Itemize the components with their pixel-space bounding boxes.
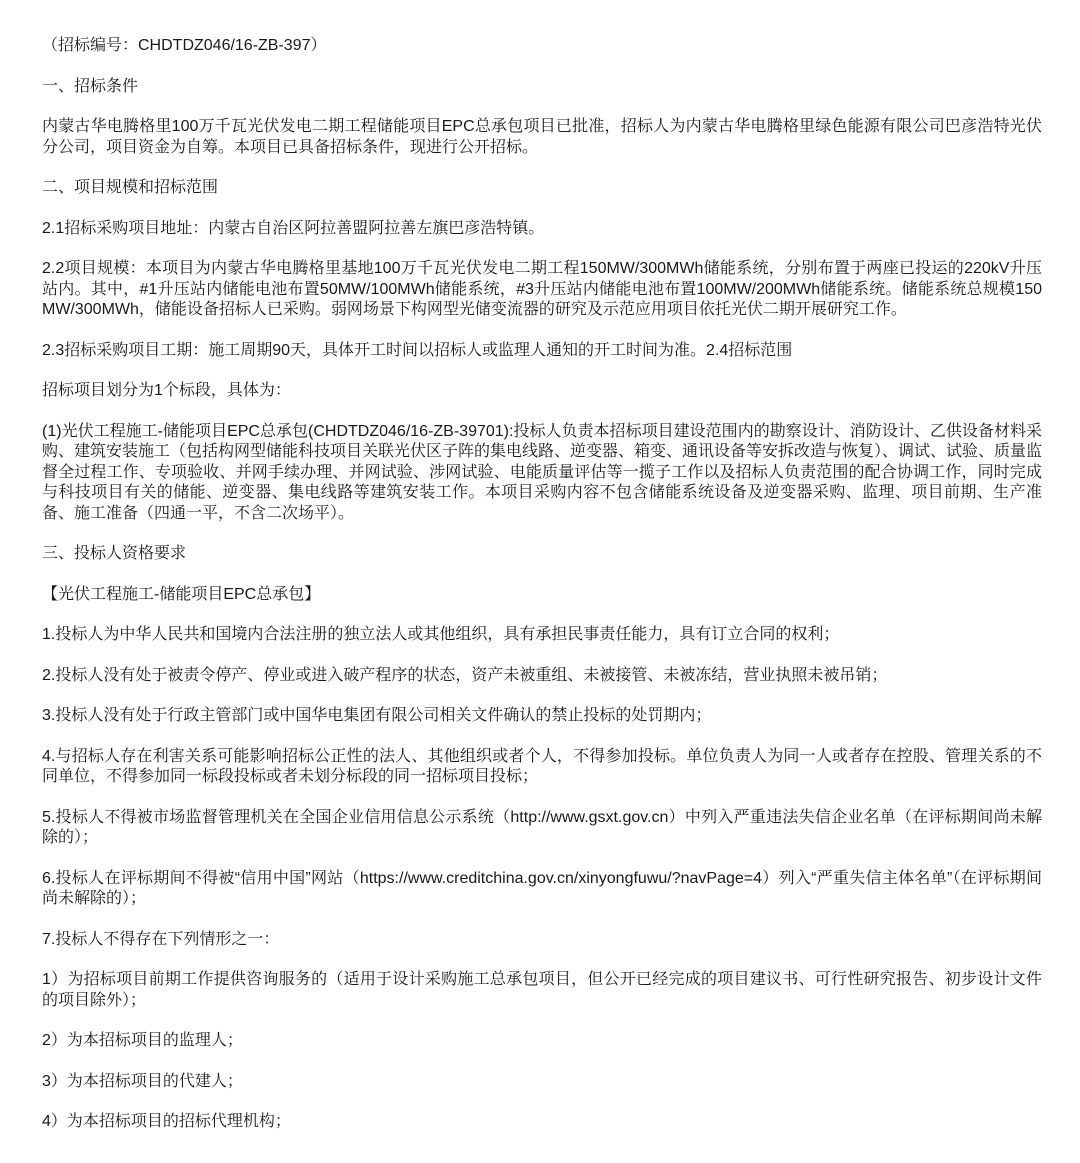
item-2-2: 2.2项目规模：本项目为内蒙古华电腾格里基地100万千瓦光伏发电二期工程150MW/300MWh储能系统，分别布置于两座已投运的220kV升压站内。其中，#1升压站内储能电池布置50MW/100MWh储能系统，#3升压站内储能电池布置100MW/200MWh储能系统。储能系统总规模150MW/300MWh，储能设备招标人已采购。弱网场景下构网型光储变流器的研究及示范应用项目依托光伏二期开展研究工作。 — [42, 260, 1042, 318]
lot-1: (1)光伏工程施工-储能项目EPC总承包(CHDTDZ046/16-ZB-39701):投标人负责本招标项目建设范围内的勘察设计、消防设计、乙供设备材料采购、建筑安装施工（包括构网型储能科技项目关联光伏区子阵的集电线路、逆变器、箱变、通讯设备等安拆改造与恢复）、调试、试验、质量监督全过程工作、专项验收、并网手续办理、并网试验、涉网试验、电能质量评估等一揽子工作以及招标人负责范围的配合协调工作，同时完成与科技项目有关的储能、逆变器、集电线路等建筑安装工作。本项目采购内容不包含储能系统设备及逆变器采购、监理、项目前期、生产准备、施工准备（四通一平，不含二次场平）。 — [42, 422, 1043, 522]
tender-document — [42, 36, 1042, 1153]
item-2-1: 2.1招标采购项目地址：内蒙古自治区阿拉善盟阿拉善左旗巴彦浩特镇。 — [42, 219, 545, 237]
requirement-7-1: 1）为招标项目前期工作提供咨询服务的（适用于设计采购施工总承包项目，但公开已经完成的项目建议书、可行性研究报告、初步设计文件的项目除外）； — [42, 971, 1042, 1009]
lot-intro: 招标项目划分为1个标段，具体为： — [42, 382, 291, 399]
section-1-body: 内蒙古华电腾格里100万千瓦光伏发电二期工程储能项目EPC总承包项目已批准，招标人为内蒙古华电腾格里绿色能源有限公司巴彦浩特光伏分公司，项目资金为自筹。本项目已具备招标条件，现进行公开招标。 — [42, 118, 1042, 156]
requirement-7-3: 3）为本招标项目的代建人； — [42, 1072, 243, 1090]
requirement-7-4: 4）为本招标项目的招标代理机构； — [42, 1113, 291, 1130]
requirement-7-2: 2）为本招标项目的监理人； — [42, 1032, 243, 1049]
requirement-5: 5.投标人不得被市场监督管理机关在全国企业信用信息公示系统（http://www.gsxt.gov.cn）中列入严重违法失信企业名单（在评标期间尚未解除的）； — [42, 808, 1042, 846]
section-1-heading: 一、招标条件 — [42, 77, 139, 95]
requirement-3: 3.投标人没有处于行政主管部门或中国华电集团有限公司相关文件确认的禁止投标的处罚期内； — [42, 707, 712, 724]
requirement-1: 1.投标人为中华人民共和国境内合法注册的独立法人或其他组织，具有承担民事责任能力，具有订立合同的权利； — [42, 626, 840, 643]
item-2-3: 2.3招标采购项目工期：施工周期90天，具体开工时间以招标人或监理人通知的开工时间为准。2.4招标范围 — [42, 341, 793, 359]
requirement-4: 4.与招标人存在利害关系可能影响招标公正性的法人、其他组织或者个人，不得参加投标。单位负责人为同一人或者存在控股、管理关系的不同单位，不得参加同一标段投标或者未划分标段的同一招标项目投标； — [42, 747, 1042, 785]
section-2-heading: 二、项目规模和招标范围 — [42, 179, 219, 196]
section-3-subheading: 【光伏工程施工-储能项目EPC总承包】 — [42, 585, 321, 603]
requirement-2: 2.投标人没有处于被责令停产、停业或进入破产程序的状态，资产未被重组、未被接管、未被冻结，营业执照未被吊销； — [42, 666, 888, 684]
requirement-7: 7.投标人不得存在下列情形之一： — [42, 930, 280, 948]
requirement-6: 6.投标人在评标期间不得被“信用中国”网站（https://www.creditchina.gov.cn/xinyongfuwu/?navPage=4）列入“严重失信主体名单”（在评标期间尚未解除的）； — [42, 869, 1042, 907]
bid-number: （招标编号：CHDTDZ046/16-ZB-397） — [42, 37, 327, 54]
section-3-heading: 三、投标人资格要求 — [42, 545, 187, 562]
